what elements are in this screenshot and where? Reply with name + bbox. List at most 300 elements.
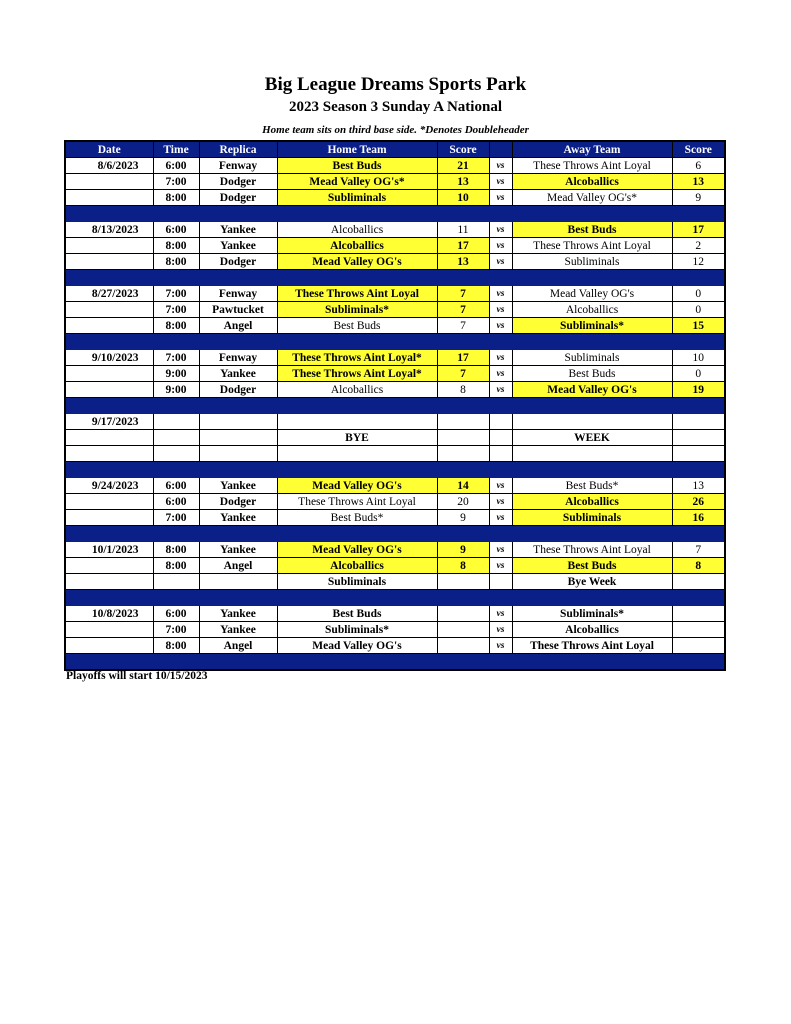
game-row	[65, 158, 725, 174]
replica-cell	[199, 574, 277, 590]
game-row	[65, 174, 725, 190]
vs-cell: vs	[489, 478, 512, 494]
home-score-cell: 13	[437, 254, 489, 270]
time-cell: 8:00	[153, 542, 199, 558]
time-cell: 8:00	[153, 638, 199, 654]
time-cell: 6:00	[153, 222, 199, 238]
date-cell	[65, 382, 153, 398]
away-score-cell	[672, 414, 725, 430]
away-score-cell: 12	[672, 254, 725, 270]
home-team-cell: These Throws Aint Loyal	[277, 494, 437, 510]
game-row	[65, 366, 725, 382]
game-row	[65, 542, 725, 558]
home-team-cell: Mead Valley OG's	[277, 478, 437, 494]
date-cell	[65, 622, 153, 638]
time-cell: 6:00	[153, 158, 199, 174]
separator-cell	[437, 206, 489, 222]
vs-cell: vs	[489, 318, 512, 334]
vs-cell: vs	[489, 174, 512, 190]
date-cell	[65, 302, 153, 318]
time-cell: 6:00	[153, 478, 199, 494]
replica-cell	[199, 414, 277, 430]
replica-cell: Yankee	[199, 510, 277, 526]
separator-cell	[489, 270, 512, 286]
away-team-cell: Best Buds	[512, 366, 672, 382]
date-cell	[65, 638, 153, 654]
home-team-cell: Mead Valley OG's	[277, 254, 437, 270]
separator-cell	[672, 334, 725, 350]
separator-cell	[437, 654, 489, 671]
separator-cell	[512, 654, 672, 671]
vs-cell: vs	[489, 286, 512, 302]
away-team-cell: Mead Valley OG's	[512, 382, 672, 398]
replica-cell: Pawtucket	[199, 302, 277, 318]
date-cell	[65, 574, 153, 590]
home-team-cell: Alcoballics	[277, 382, 437, 398]
vs-cell: vs	[489, 622, 512, 638]
away-team-cell: Bye Week	[512, 574, 672, 590]
home-score-cell: 13	[437, 174, 489, 190]
separator-cell	[437, 398, 489, 414]
home-team-cell: Mead Valley OG's	[277, 638, 437, 654]
time-cell: 8:00	[153, 558, 199, 574]
home-team-cell: Mead Valley OG's*	[277, 174, 437, 190]
week-separator	[65, 526, 725, 542]
away-score-cell	[672, 638, 725, 654]
separator-cell	[489, 590, 512, 606]
date-cell	[65, 510, 153, 526]
away-score-cell	[672, 622, 725, 638]
time-cell: 8:00	[153, 190, 199, 206]
home-score-cell: 11	[437, 222, 489, 238]
separator-cell	[277, 398, 437, 414]
separator-cell	[65, 398, 153, 414]
away-score-cell: 0	[672, 286, 725, 302]
header-date: Date	[65, 141, 153, 158]
separator-cell	[277, 206, 437, 222]
away-score-cell: 9	[672, 190, 725, 206]
date-cell: 9/10/2023	[65, 350, 153, 366]
away-score-cell: 0	[672, 366, 725, 382]
replica-cell: Yankee	[199, 238, 277, 254]
date-cell	[65, 318, 153, 334]
vs-cell: vs	[489, 494, 512, 510]
time-cell: 9:00	[153, 382, 199, 398]
home-team-cell: Best Buds*	[277, 510, 437, 526]
separator-cell	[512, 270, 672, 286]
date-cell	[65, 558, 153, 574]
date-cell: 9/17/2023	[65, 414, 153, 430]
home-score-cell: 8	[437, 382, 489, 398]
vs-cell: vs	[489, 542, 512, 558]
home-score-cell: 7	[437, 286, 489, 302]
game-row	[65, 574, 725, 590]
header-home-score: Score	[437, 141, 489, 158]
week-separator	[65, 654, 725, 671]
replica-cell: Yankee	[199, 222, 277, 238]
home-score-cell	[437, 430, 489, 446]
time-cell: 6:00	[153, 606, 199, 622]
home-team-cell: These Throws Aint Loyal	[277, 286, 437, 302]
home-score-cell	[437, 446, 489, 462]
replica-cell: Dodger	[199, 174, 277, 190]
time-cell: 7:00	[153, 302, 199, 318]
separator-cell	[512, 206, 672, 222]
date-cell	[65, 446, 153, 462]
away-team-cell: Alcoballics	[512, 174, 672, 190]
vs-cell	[489, 414, 512, 430]
away-score-cell: 13	[672, 174, 725, 190]
time-cell: 8:00	[153, 318, 199, 334]
vs-cell: vs	[489, 558, 512, 574]
date-cell	[65, 254, 153, 270]
week-separator	[65, 334, 725, 350]
separator-cell	[672, 526, 725, 542]
away-score-cell	[672, 574, 725, 590]
separator-cell	[437, 526, 489, 542]
home-score-cell: 10	[437, 190, 489, 206]
home-score-cell	[437, 638, 489, 654]
away-team-cell: Subliminals	[512, 254, 672, 270]
home-score-cell: 8	[437, 558, 489, 574]
time-cell: 8:00	[153, 238, 199, 254]
header-replica: Replica	[199, 141, 277, 158]
page-subtitle: 2023 Season 3 Sunday A National	[289, 99, 502, 115]
header-vs	[489, 141, 512, 158]
game-row	[65, 478, 725, 494]
vs-cell: vs	[489, 510, 512, 526]
game-row	[65, 622, 725, 638]
time-cell: 7:00	[153, 622, 199, 638]
away-score-cell: 7	[672, 542, 725, 558]
time-cell: 9:00	[153, 366, 199, 382]
vs-cell	[489, 430, 512, 446]
home-team-cell: Alcoballics	[277, 238, 437, 254]
home-team-cell: Subliminals	[277, 574, 437, 590]
separator-cell	[153, 590, 199, 606]
home-score-cell: 17	[437, 350, 489, 366]
vs-cell	[489, 574, 512, 590]
replica-cell: Yankee	[199, 622, 277, 638]
home-score-cell: 9	[437, 542, 489, 558]
away-score-cell: 10	[672, 350, 725, 366]
game-row	[65, 382, 725, 398]
away-team-cell	[512, 414, 672, 430]
time-cell: 8:00	[153, 254, 199, 270]
schedule-table	[64, 140, 726, 671]
week-separator	[65, 590, 725, 606]
home-score-cell: 7	[437, 302, 489, 318]
date-cell	[65, 190, 153, 206]
separator-cell	[672, 654, 725, 671]
game-row	[65, 558, 725, 574]
separator-cell	[199, 270, 277, 286]
bye-row	[65, 414, 725, 430]
time-cell	[153, 414, 199, 430]
away-team-cell: Subliminals	[512, 510, 672, 526]
date-cell	[65, 494, 153, 510]
separator-cell	[199, 206, 277, 222]
away-team-cell: These Throws Aint Loyal	[512, 238, 672, 254]
header-time: Time	[153, 141, 199, 158]
away-team-cell	[512, 446, 672, 462]
date-cell: 9/24/2023	[65, 478, 153, 494]
away-team-cell: Subliminals	[512, 350, 672, 366]
vs-cell: vs	[489, 190, 512, 206]
date-cell: 8/6/2023	[65, 158, 153, 174]
time-cell: 7:00	[153, 286, 199, 302]
replica-cell: Fenway	[199, 350, 277, 366]
away-score-cell: 16	[672, 510, 725, 526]
separator-cell	[489, 334, 512, 350]
game-row	[65, 638, 725, 654]
vs-cell: vs	[489, 302, 512, 318]
time-cell	[153, 574, 199, 590]
home-score-cell	[437, 622, 489, 638]
time-cell: 6:00	[153, 494, 199, 510]
schedule-body	[65, 158, 725, 671]
away-team-cell: Subliminals*	[512, 318, 672, 334]
date-cell: 8/13/2023	[65, 222, 153, 238]
home-score-cell: 9	[437, 510, 489, 526]
replica-cell: Dodger	[199, 494, 277, 510]
away-score-cell: 19	[672, 382, 725, 398]
game-row	[65, 254, 725, 270]
week-separator	[65, 270, 725, 286]
home-team-cell: Subliminals	[277, 190, 437, 206]
away-team-cell: WEEK	[512, 430, 672, 446]
away-team-cell: These Throws Aint Loyal	[512, 542, 672, 558]
replica-cell: Angel	[199, 558, 277, 574]
separator-cell	[672, 462, 725, 478]
separator-cell	[65, 526, 153, 542]
home-score-cell	[437, 574, 489, 590]
away-team-cell: Best Buds	[512, 558, 672, 574]
separator-cell	[153, 526, 199, 542]
away-team-cell: These Throws Aint Loyal	[512, 158, 672, 174]
header-away-score: Score	[672, 141, 725, 158]
separator-cell	[65, 206, 153, 222]
home-score-cell: 17	[437, 238, 489, 254]
vs-cell: vs	[489, 238, 512, 254]
separator-cell	[199, 526, 277, 542]
replica-cell: Angel	[199, 318, 277, 334]
home-score-cell: 7	[437, 366, 489, 382]
date-cell	[65, 430, 153, 446]
home-score-cell: 20	[437, 494, 489, 510]
date-cell	[65, 366, 153, 382]
vs-cell: vs	[489, 638, 512, 654]
header-row	[65, 141, 725, 158]
separator-cell	[65, 654, 153, 671]
game-row	[65, 350, 725, 366]
week-separator	[65, 398, 725, 414]
header-home-team: Home Team	[277, 141, 437, 158]
separator-cell	[672, 590, 725, 606]
game-row	[65, 286, 725, 302]
away-score-cell: 17	[672, 222, 725, 238]
bye-row	[65, 430, 725, 446]
replica-cell	[199, 430, 277, 446]
time-cell: 7:00	[153, 350, 199, 366]
away-score-cell	[672, 606, 725, 622]
home-score-cell	[437, 414, 489, 430]
separator-cell	[153, 654, 199, 671]
separator-cell	[489, 206, 512, 222]
away-team-cell: Alcoballics	[512, 302, 672, 318]
replica-cell: Dodger	[199, 382, 277, 398]
away-score-cell: 2	[672, 238, 725, 254]
game-row	[65, 510, 725, 526]
separator-cell	[489, 654, 512, 671]
separator-cell	[153, 462, 199, 478]
separator-cell	[65, 590, 153, 606]
home-team-cell: These Throws Aint Loyal*	[277, 350, 437, 366]
separator-cell	[489, 462, 512, 478]
separator-cell	[153, 206, 199, 222]
separator-cell	[199, 654, 277, 671]
home-team-cell: Mead Valley OG's	[277, 542, 437, 558]
away-team-cell: These Throws Aint Loyal	[512, 638, 672, 654]
separator-cell	[65, 334, 153, 350]
separator-cell	[277, 334, 437, 350]
playoffs-note: Playoffs will start 10/15/2023	[66, 670, 208, 682]
vs-cell: vs	[489, 366, 512, 382]
date-cell	[65, 174, 153, 190]
home-score-cell: 21	[437, 158, 489, 174]
home-team-cell: Alcoballics	[277, 222, 437, 238]
separator-cell	[437, 270, 489, 286]
game-row	[65, 494, 725, 510]
vs-cell: vs	[489, 254, 512, 270]
separator-cell	[512, 334, 672, 350]
vs-cell	[489, 446, 512, 462]
separator-cell	[199, 334, 277, 350]
separator-cell	[277, 654, 437, 671]
separator-cell	[512, 590, 672, 606]
vs-cell: vs	[489, 382, 512, 398]
separator-cell	[277, 270, 437, 286]
away-score-cell	[672, 446, 725, 462]
doubleheader-note: Home team sits on third base side. *Denotes Doubleheader	[262, 124, 529, 136]
home-score-cell	[437, 606, 489, 622]
away-score-cell: 8	[672, 558, 725, 574]
away-team-cell: Subliminals*	[512, 606, 672, 622]
game-row	[65, 222, 725, 238]
home-score-cell: 14	[437, 478, 489, 494]
date-cell	[65, 238, 153, 254]
home-team-cell: These Throws Aint Loyal*	[277, 366, 437, 382]
separator-cell	[489, 526, 512, 542]
away-score-cell: 0	[672, 302, 725, 318]
separator-cell	[672, 270, 725, 286]
away-score-cell: 13	[672, 478, 725, 494]
vs-cell: vs	[489, 158, 512, 174]
replica-cell: Yankee	[199, 366, 277, 382]
away-score-cell	[672, 430, 725, 446]
home-team-cell	[277, 414, 437, 430]
separator-cell	[512, 398, 672, 414]
home-score-cell: 7	[437, 318, 489, 334]
replica-cell: Fenway	[199, 286, 277, 302]
date-cell: 8/27/2023	[65, 286, 153, 302]
game-row	[65, 238, 725, 254]
home-team-cell: Alcoballics	[277, 558, 437, 574]
separator-cell	[437, 462, 489, 478]
time-cell: 7:00	[153, 174, 199, 190]
away-team-cell: Alcoballics	[512, 494, 672, 510]
time-cell	[153, 446, 199, 462]
separator-cell	[437, 334, 489, 350]
game-row	[65, 190, 725, 206]
away-score-cell: 15	[672, 318, 725, 334]
bye-row	[65, 446, 725, 462]
separator-cell	[277, 462, 437, 478]
separator-cell	[437, 590, 489, 606]
week-separator	[65, 462, 725, 478]
separator-cell	[199, 590, 277, 606]
replica-cell: Yankee	[199, 542, 277, 558]
vs-cell: vs	[489, 350, 512, 366]
away-team-cell: Mead Valley OG's	[512, 286, 672, 302]
date-cell: 10/1/2023	[65, 542, 153, 558]
game-row	[65, 302, 725, 318]
replica-cell	[199, 446, 277, 462]
home-team-cell: Best Buds	[277, 606, 437, 622]
replica-cell: Yankee	[199, 606, 277, 622]
page-title: Big League Dreams Sports Park	[264, 74, 527, 95]
home-team-cell	[277, 446, 437, 462]
separator-cell	[672, 206, 725, 222]
home-team-cell: Subliminals*	[277, 302, 437, 318]
week-separator	[65, 206, 725, 222]
separator-cell	[65, 270, 153, 286]
home-team-cell: Best Buds	[277, 318, 437, 334]
time-cell: 7:00	[153, 510, 199, 526]
replica-cell: Angel	[199, 638, 277, 654]
home-team-cell: BYE	[277, 430, 437, 446]
home-team-cell: Best Buds	[277, 158, 437, 174]
separator-cell	[65, 462, 153, 478]
home-team-cell: Subliminals*	[277, 622, 437, 638]
replica-cell: Fenway	[199, 158, 277, 174]
separator-cell	[153, 334, 199, 350]
away-team-cell: Best Buds*	[512, 478, 672, 494]
away-score-cell: 6	[672, 158, 725, 174]
vs-cell: vs	[489, 606, 512, 622]
replica-cell: Dodger	[199, 254, 277, 270]
away-team-cell: Mead Valley OG's*	[512, 190, 672, 206]
replica-cell: Dodger	[199, 190, 277, 206]
separator-cell	[277, 526, 437, 542]
game-row	[65, 606, 725, 622]
away-team-cell: Alcoballics	[512, 622, 672, 638]
away-team-cell: Best Buds	[512, 222, 672, 238]
separator-cell	[199, 462, 277, 478]
date-cell: 10/8/2023	[65, 606, 153, 622]
away-score-cell: 26	[672, 494, 725, 510]
separator-cell	[512, 462, 672, 478]
separator-cell	[153, 270, 199, 286]
replica-cell: Yankee	[199, 478, 277, 494]
separator-cell	[489, 398, 512, 414]
game-row	[65, 318, 725, 334]
separator-cell	[199, 398, 277, 414]
header-away-team: Away Team	[512, 141, 672, 158]
vs-cell: vs	[489, 222, 512, 238]
separator-cell	[153, 398, 199, 414]
separator-cell	[672, 398, 725, 414]
